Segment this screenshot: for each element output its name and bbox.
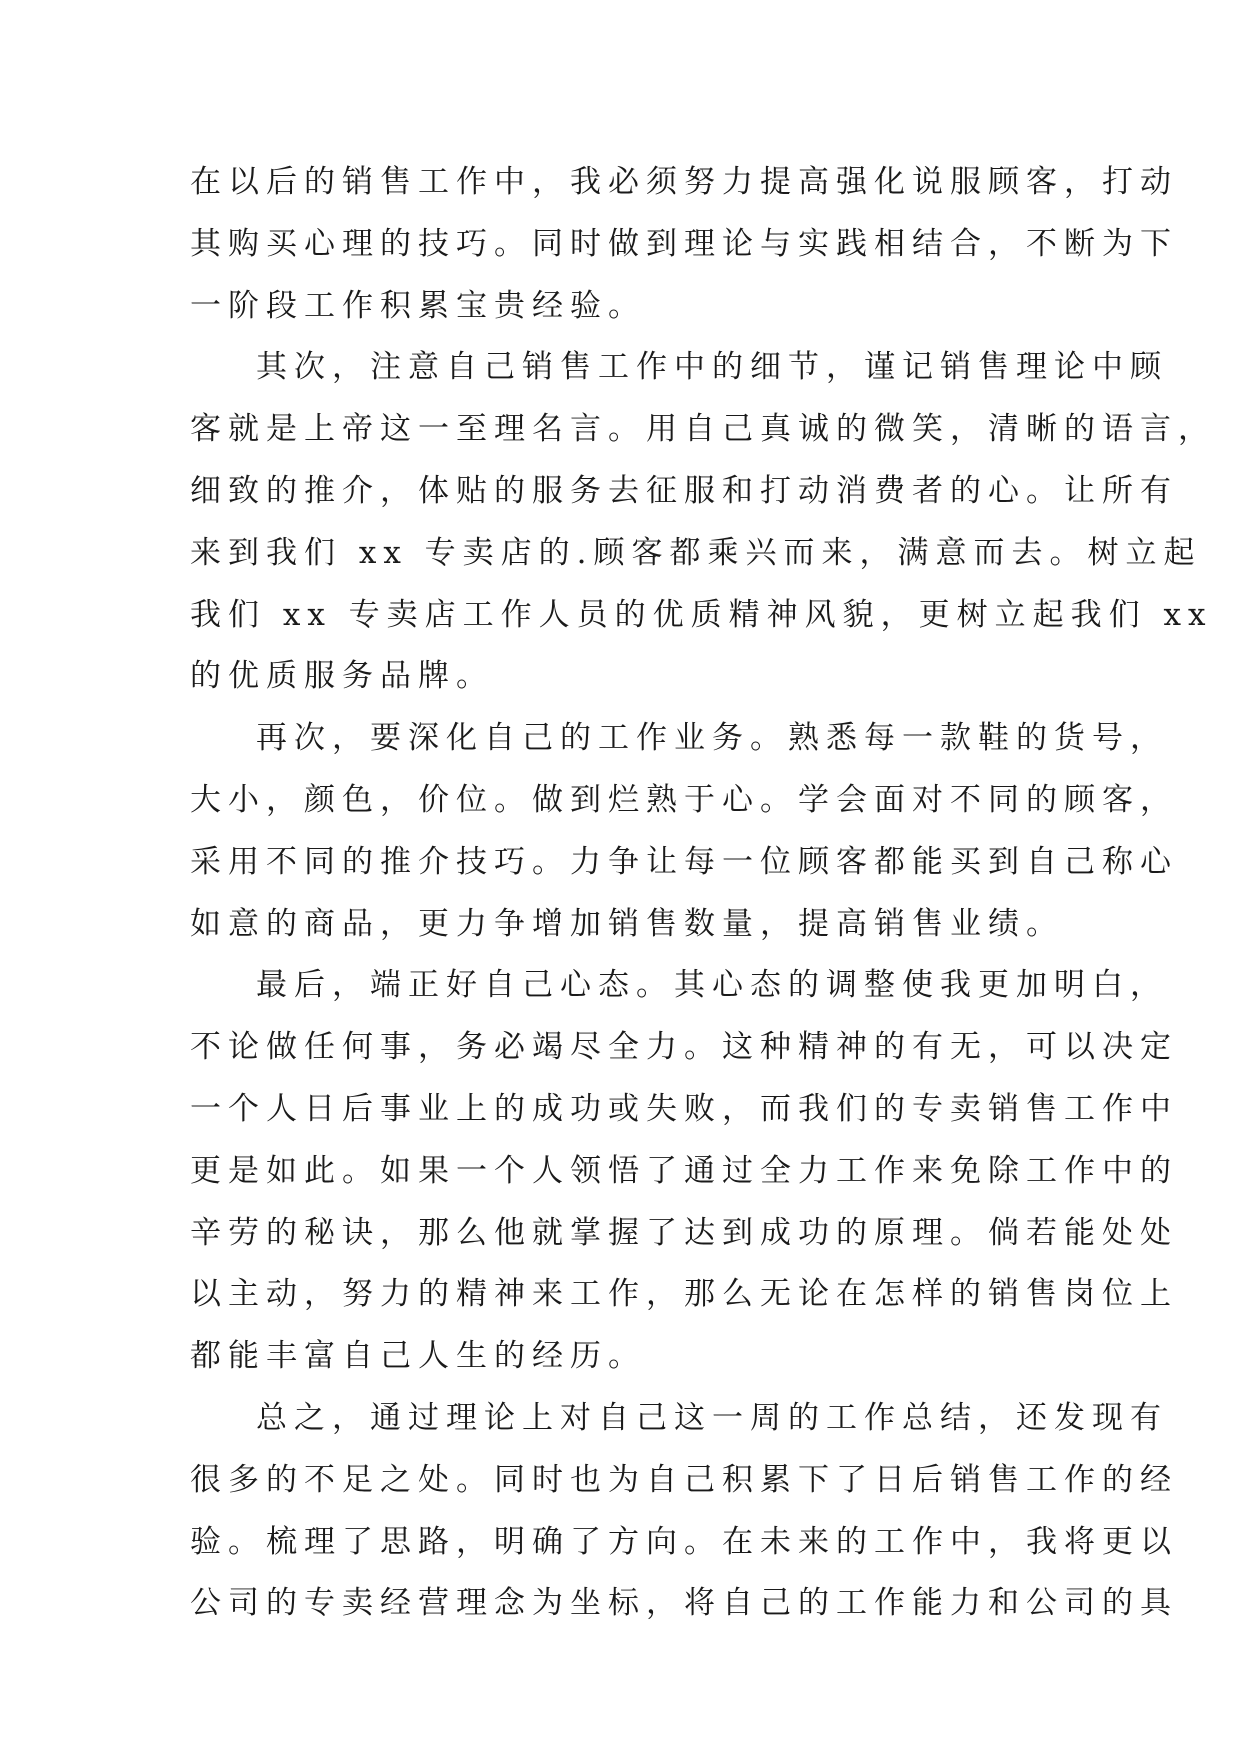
text-line: 不论做任何事，务必竭尽全力。这种精神的有无，可以决定 <box>190 1029 1178 1066</box>
text-line: 公司的专卖经营理念为坐标，将自己的工作能力和公司的具 <box>190 1585 1178 1622</box>
text-line: 的优质服务品牌。 <box>190 658 494 695</box>
text-line: 大小，颜色，价位。做到烂熟于心。学会面对不同的顾客， <box>190 781 1178 818</box>
text-line: 其购买心理的技巧。同时做到理论与实践相结合，不断为下 <box>190 225 1178 262</box>
text-line: 辛劳的秘诀，那么他就掌握了达到成功的原理。倘若能处处 <box>190 1214 1178 1251</box>
text-line: 很多的不足之处。同时也为自己积累下了日后销售工作的经 <box>190 1461 1178 1498</box>
paragraph-first-line: 其次，注意自己销售工作中的细节，谨记销售理论中顾 <box>256 349 1168 386</box>
text-line: 验。梳理了思路，明确了方向。在未来的工作中，我将更以 <box>190 1523 1178 1560</box>
text-line: 都能丰富自己人生的经历。 <box>190 1338 646 1375</box>
text-line: 在以后的销售工作中，我必须努力提高强化说服顾客，打动 <box>190 164 1178 200</box>
paragraph-first-line: 总之，通过理论上对自己这一周的工作总结，还发现有 <box>256 1399 1168 1436</box>
text-line: 一个人日后事业上的成功或失败，而我们的专卖销售工作中 <box>190 1090 1178 1127</box>
text-line: 细致的推介，体贴的服务去征服和打动消费者的心。让所有 <box>190 472 1178 509</box>
text-line: 一阶段工作积累宝贵经验。 <box>190 287 646 324</box>
text-line: 来到我们 xx 专卖店的.顾客都乘兴而来，满意而去。树立起 <box>190 534 1202 571</box>
document-body <box>190 152 1216 1635</box>
text-line: 以主动，努力的精神来工作，那么无论在怎样的销售岗位上 <box>190 1276 1178 1313</box>
text-line: 如意的商品，更力争增加销售数量，提高销售业绩。 <box>190 905 1064 942</box>
paragraph-first-line: 最后，端正好自己心态。其心态的调整使我更加明白， <box>256 967 1168 1004</box>
text-line: 更是如此。如果一个人领悟了通过全力工作来免除工作中的 <box>190 1152 1178 1189</box>
text-line: 采用不同的推介技巧。力争让每一位顾客都能买到自己称心 <box>190 843 1178 880</box>
text-line: 客就是上帝这一至理名言。用自己真诚的微笑，清晰的语言， <box>190 411 1216 448</box>
paragraph-first-line: 再次，要深化自己的工作业务。熟悉每一款鞋的货号， <box>256 720 1168 757</box>
text-line: 我们 xx 专卖店工作人员的优质精神风貌，更树立起我们 xx <box>190 596 1213 633</box>
